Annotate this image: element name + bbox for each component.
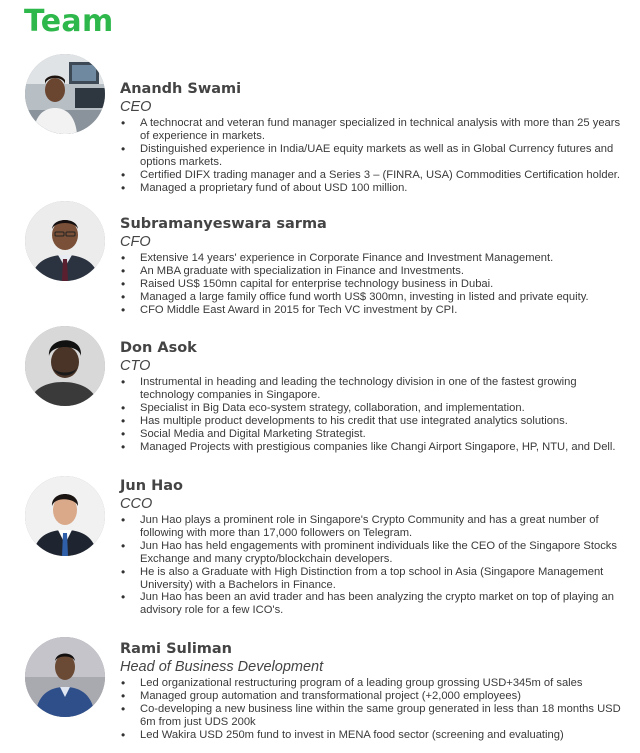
member-name: Subramanyeswara sarma	[120, 216, 327, 232]
member-bullet-list	[120, 252, 625, 317]
bullet-item: • Managed a large family office fund worth US$ 300mn, investing in listed and private equity.	[120, 291, 625, 304]
avatar-photo	[25, 201, 105, 281]
avatar-photo	[25, 637, 105, 717]
bullet-item: • Specialist in Big Data eco-system strategy, collaboration, and implementation.	[120, 402, 625, 415]
bullet-item: • Certified DIFX trading manager and a Series 3 – (FINRA, USA) Commodities Certification holder.	[120, 169, 625, 182]
member-role: CEO	[120, 99, 152, 115]
bullet-item: • Managed a proprietary fund of about USD 100 million.	[120, 182, 625, 195]
member-bullet-list	[120, 376, 625, 453]
bullet-item: • Social Media and Digital Marketing Strategist.	[120, 428, 625, 441]
bullet-item: • Distinguished experience in India/UAE equity markets as well as in Global Currency futures and options markets.	[120, 143, 625, 169]
bullet-item: • An MBA graduate with specialization in Finance and Investments.	[120, 265, 625, 278]
bullet-item: • Led organizational restructuring program of a leading group grossing USD+345m of sales	[120, 677, 625, 690]
member-bullet-list	[120, 117, 625, 194]
member-bullet-list	[120, 514, 625, 617]
bullet-item: • Raised US$ 150mn capital for enterprise technology business in Dubai.	[120, 278, 625, 291]
member-name: Anandh Swami	[120, 81, 242, 97]
avatar-photo	[25, 326, 105, 406]
bullet-item: • Co-developing a new business line within the same group generated in less than 18 months USD 6m from just UDS 200k	[120, 703, 625, 729]
member-role: CTO	[120, 358, 151, 374]
bullet-item: • CFO Middle East Award in 2015 for Tech VC investment by CPI.	[120, 304, 625, 317]
bullet-item: • Led Wakira USD 250m fund to invest in MENA food sector (screening and evaluating)	[120, 729, 625, 742]
member-role: Head of Business Development	[120, 659, 324, 675]
avatar-photo	[25, 54, 105, 134]
bullet-item: • Jun Hao has been an avid trader and has been analyzing the crypto market on top of playing an advisory role for a few ICO's.	[120, 591, 625, 617]
bullet-item: • Instrumental in heading and leading the technology division in one of the fastest growing technology companies in Singapore.	[120, 376, 625, 402]
bullet-item: • Extensive 14 years' experience in Corporate Finance and Investment Management.	[120, 252, 625, 265]
member-name: Jun Hao	[120, 478, 183, 494]
bullet-item: • Managed Projects with prestigious companies like Changi Airport Singapore, HP, NTU, and Dell.	[120, 441, 625, 454]
member-bullet-list	[120, 677, 625, 742]
bullet-item: • Managed group automation and transformational project (+2,000 employees)	[120, 690, 625, 703]
avatar-photo	[25, 476, 105, 556]
bullet-item: • Has multiple product developments to his credit that use integrated analytics solutions.	[120, 415, 625, 428]
member-role: CCO	[120, 496, 153, 512]
bullet-item: • A technocrat and veteran fund manager specialized in technical analysis with more than 25 years of experience in markets.	[120, 117, 625, 143]
page-title: Team	[24, 4, 114, 39]
member-role: CFO	[120, 234, 151, 250]
member-name: Rami Suliman	[120, 641, 232, 657]
bullet-item: • Jun Hao has held engagements with prominent individuals like the CEO of the Singapore Stocks Exchange and many crypto/blockchain developers.	[120, 540, 625, 566]
bullet-item: • Jun Hao plays a prominent role in Singapore's Crypto Community and has a great number of following with more than 17,000 followers on Telegram.	[120, 514, 625, 540]
member-name: Don Asok	[120, 340, 197, 356]
bullet-item: • He is also a Graduate with High Distinction from a top school in Asia (Singapore Management University) with a Bachelors in Finance.	[120, 566, 625, 592]
